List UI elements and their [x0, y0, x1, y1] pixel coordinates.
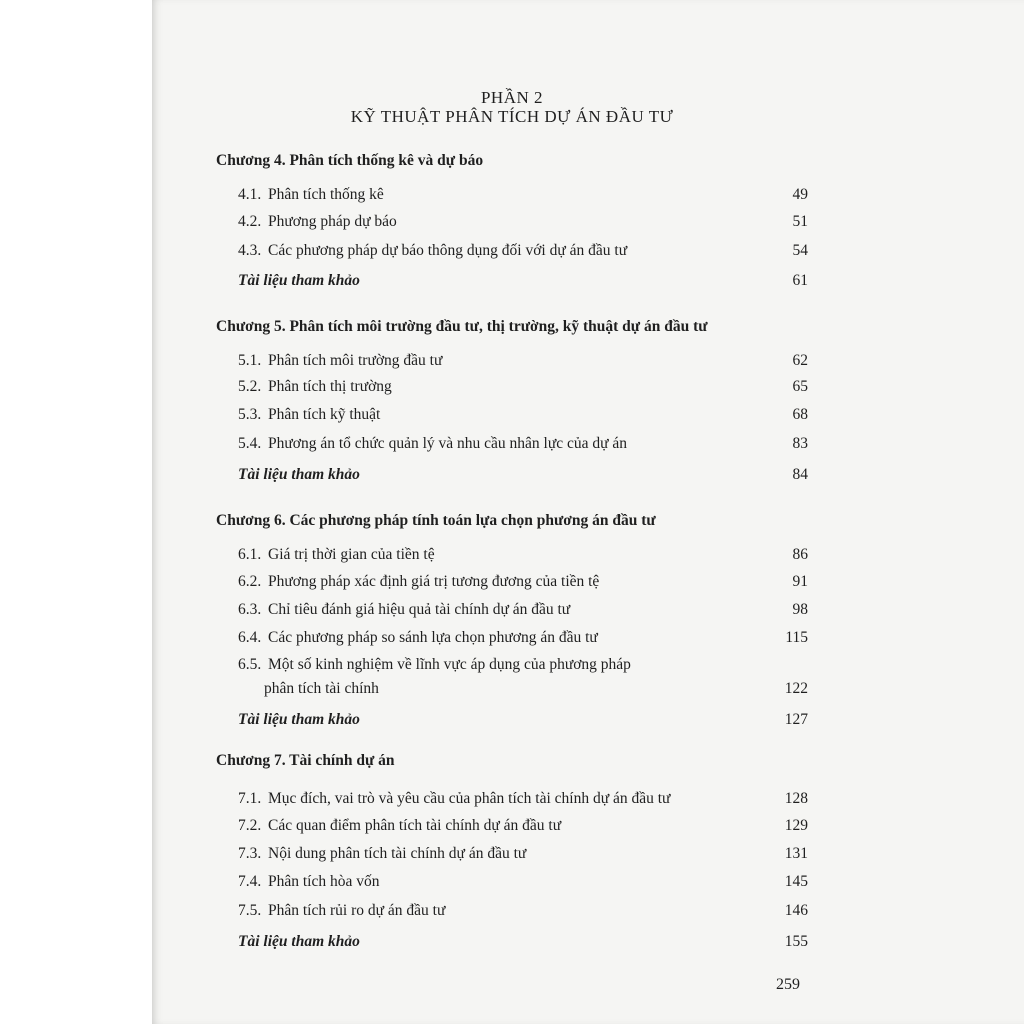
- chapter-7-title: Chương 7. Tài chính dự án: [216, 752, 395, 769]
- entry-text: Phân tích rủi ro dự án đầu tư: [268, 902, 446, 919]
- entry-text: Phân tích kỹ thuật: [268, 406, 381, 423]
- part-title: PHẦN 2: [480, 88, 544, 107]
- background-margin: [0, 0, 152, 1024]
- entry-page: 54: [792, 242, 808, 259]
- entry-number: 4.3.: [238, 242, 262, 259]
- toc-entry: [238, 186, 808, 204]
- entry-text: Phân tích thị trường: [268, 378, 392, 395]
- entry-text: Phương pháp xác định giá trị tương đương của tiền tệ: [268, 573, 600, 590]
- toc-entry: [238, 629, 808, 647]
- page-number: 259: [776, 976, 800, 993]
- entry-number: 6.5.: [238, 656, 262, 673]
- entry-number: 6.3.: [238, 601, 262, 618]
- entry-page: 83: [792, 435, 808, 452]
- entry-text: Một số kinh nghiệm về lĩnh vực áp dụng của phương pháp: [268, 656, 631, 673]
- entry-number: 7.4.: [238, 873, 262, 890]
- toc-entry: [238, 213, 808, 231]
- entry-text: Các phương pháp so sánh lựa chọn phương án đầu tư: [268, 629, 598, 646]
- toc-entry: [238, 902, 808, 920]
- entry-page: 62: [792, 352, 808, 369]
- toc-entry: [238, 790, 808, 808]
- entry-text: Tài liệu tham khảo: [238, 466, 360, 483]
- entry-number: 7.1.: [238, 790, 262, 807]
- toc-entry: [238, 656, 808, 700]
- toc-entry: [238, 546, 808, 564]
- entry-page: 65: [792, 378, 808, 395]
- entry-number: 7.2.: [238, 817, 262, 834]
- entry-page: 155: [784, 933, 808, 950]
- entry-page: 84: [792, 466, 808, 483]
- entry-page: 98: [792, 601, 808, 618]
- entry-page: 127: [784, 711, 808, 728]
- entry-page: 128: [784, 790, 808, 807]
- entry-page: 86: [792, 546, 808, 563]
- entry-text: Phân tích môi trường đầu tư: [268, 352, 443, 369]
- entry-number: 5.4.: [238, 435, 262, 452]
- toc-entry: [238, 242, 808, 260]
- toc-entry: [238, 352, 808, 370]
- toc-entry: [238, 406, 808, 424]
- entry-number: 5.2.: [238, 378, 262, 395]
- toc-entry: [238, 573, 808, 591]
- entry-number: 7.5.: [238, 902, 262, 919]
- toc-entry: [238, 601, 808, 619]
- entry-text: Phân tích hòa vốn: [268, 873, 380, 890]
- chapter-5-title: Chương 5. Phân tích môi trường đầu tư, thị trường, kỹ thuật dự án đầu tư: [216, 318, 708, 335]
- toc-entry: [238, 817, 808, 835]
- entry-page: 129: [784, 817, 808, 834]
- toc-entry-references: [238, 272, 808, 290]
- entry-text: Phân tích thống kê: [268, 186, 384, 203]
- chapter-4-title: Chương 4. Phân tích thống kê và dự báo: [216, 152, 484, 169]
- entry-number: 6.2.: [238, 573, 262, 590]
- entry-page: 51: [792, 213, 808, 230]
- entry-text: Tài liệu tham khảo: [238, 933, 360, 950]
- entry-number: 6.1.: [238, 546, 262, 563]
- entry-number: 4.2.: [238, 213, 262, 230]
- entry-text: Tài liệu tham khảo: [238, 272, 360, 289]
- entry-page: 122: [784, 680, 808, 697]
- entry-text: Phương án tổ chức quản lý và nhu cầu nhân lực của dự án: [268, 435, 628, 452]
- entry-page: 131: [784, 845, 808, 862]
- toc-entry: [238, 435, 808, 453]
- entry-number: 5.1.: [238, 352, 262, 369]
- chapter-6-title: Chương 6. Các phương pháp tính toán lựa chọn phương án đầu tư: [216, 512, 656, 529]
- entry-page: 145: [784, 873, 808, 890]
- entry-number: 5.3.: [238, 406, 262, 423]
- entry-page: 68: [792, 406, 808, 423]
- entry-text: Mục đích, vai trò và yêu cầu của phân tích tài chính dự án đầu tư: [268, 790, 671, 807]
- entry-text: Phương pháp dự báo: [268, 213, 397, 230]
- toc-entry-references: [238, 711, 808, 729]
- entry-number: 7.3.: [238, 845, 262, 862]
- toc-entry-references: [238, 933, 808, 951]
- entry-page: 146: [784, 902, 808, 919]
- entry-page: 49: [792, 186, 808, 203]
- entry-text: Giá trị thời gian của tiền tệ: [268, 546, 435, 563]
- entry-page: 61: [792, 272, 808, 289]
- toc-entry: [238, 378, 808, 396]
- entry-text: Các phương pháp dự báo thông dụng đối với dự án đầu tư: [268, 242, 628, 259]
- entry-page: 115: [785, 629, 808, 646]
- entry-text: Tài liệu tham khảo: [238, 711, 360, 728]
- toc-entry: [238, 873, 808, 891]
- entry-number: 4.1.: [238, 186, 262, 203]
- entry-text: Chỉ tiêu đánh giá hiệu quả tài chính dự án đầu tư: [268, 601, 571, 618]
- part-subtitle: KỸ THUẬT PHÂN TÍCH DỰ ÁN ĐẦU TƯ: [350, 107, 674, 126]
- entry-number: 6.4.: [238, 629, 262, 646]
- entry-text: Các quan điểm phân tích tài chính dự án đầu tư: [268, 817, 562, 834]
- entry-text-continued: phân tích tài chính: [264, 680, 379, 697]
- entry-page: 91: [792, 573, 808, 590]
- toc-entry-references: [238, 466, 808, 484]
- toc-entry: [238, 845, 808, 863]
- entry-text: Nội dung phân tích tài chính dự án đầu tư: [268, 845, 527, 862]
